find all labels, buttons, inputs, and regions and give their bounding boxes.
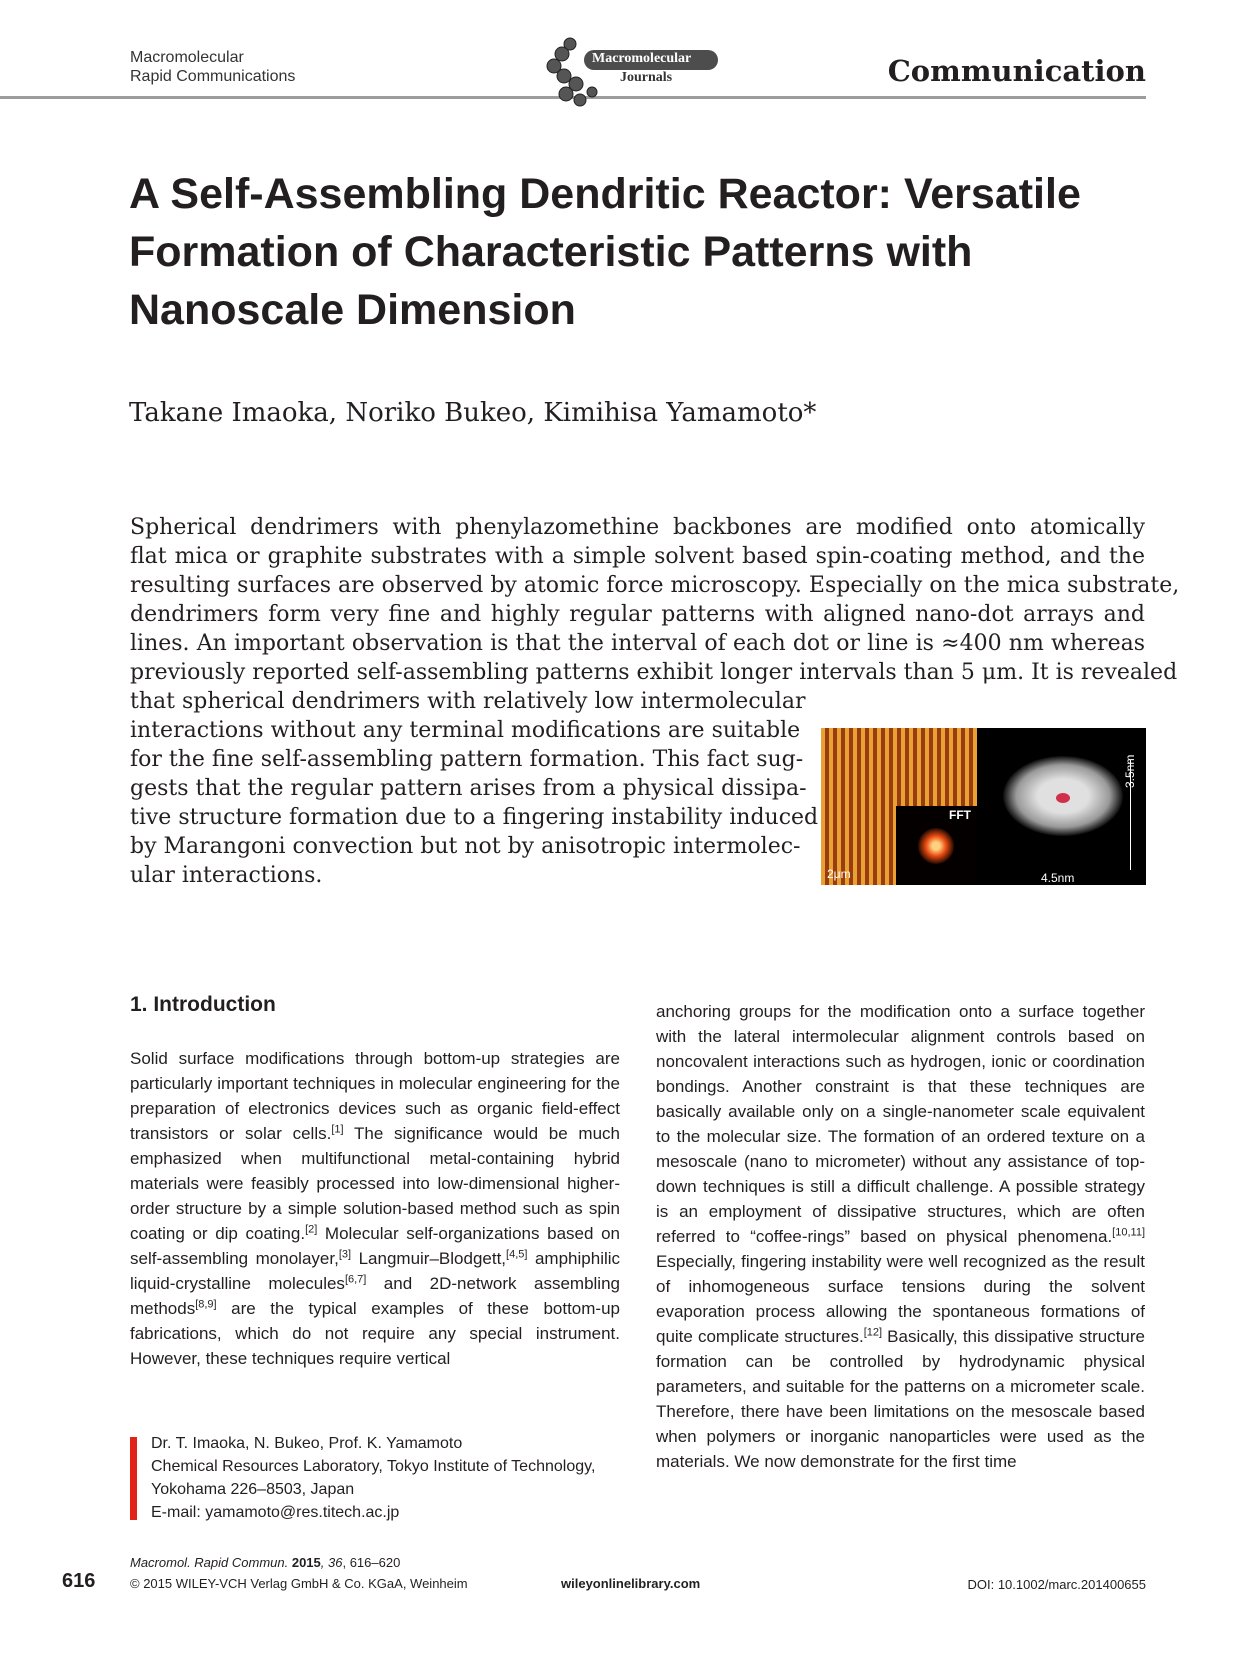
page-number: 616 bbox=[62, 1570, 96, 1592]
citation-year: 2015 bbox=[291, 1555, 321, 1570]
abstract-line: resulting surfaces are observed by atomic force microscopy. Especially on the mica substrate, bbox=[130, 573, 1180, 598]
body-column-left bbox=[130, 1046, 620, 1371]
body-text: Molecular self-organizations based on self-assembling monolayer, bbox=[130, 1224, 620, 1268]
body-text: Langmuir–Blodgett, bbox=[351, 1249, 507, 1268]
body-text: Solid surface modifications through bottom-up strategies are particularly important techniques in molecular engineering for the preparation of electronics devices such as organic field-effect transistors or solar cells. bbox=[130, 1049, 620, 1143]
abstract-line: ular interactions. bbox=[130, 863, 323, 888]
reference-link[interactable]: [8,9] bbox=[195, 1298, 217, 1311]
affiliation-address: Yokohama 226–8503, Japan bbox=[151, 1481, 355, 1498]
body-text: anchoring groups for the modification onto a surface together with the lateral intermolecular alignment controls based on noncovalent interactions such as hydrogen, ionic or coordination bondings. Another constraint is that these techniques are basically available only on a single-nanometer scale equivalent to the molecular size. The formation of an ordered texture on a mesoscale (nano to micrometer) without any assistance of top-down techniques is still a difficult challenge. A possible strategy is an employment of dissipative structures, which are often referred to “coffee-rings” based on physical phenomena. bbox=[656, 1002, 1145, 1246]
journal-name bbox=[130, 48, 295, 86]
abstract-line: by Marangoni convection but not by anisotropic intermolec- bbox=[130, 834, 801, 859]
citation-pages: , 616–620 bbox=[342, 1555, 401, 1570]
section-heading: 1. Introduction bbox=[130, 993, 276, 1016]
reference-link[interactable]: [4,5] bbox=[506, 1248, 528, 1261]
citation-journal: Macromol. Rapid Commun. bbox=[130, 1555, 289, 1570]
affiliation-institution: Chemical Resources Laboratory, Tokyo Institute of Technology, bbox=[151, 1458, 596, 1475]
reference-link[interactable]: [3] bbox=[338, 1248, 352, 1261]
abstract-line: Spherical dendrimers with phenylazomethine backbones are modified onto atomically bbox=[130, 515, 1145, 540]
abstract-line: that spherical dendrimers with relatively low intermolecular bbox=[130, 689, 806, 714]
abstract-line: flat mica or graphite substrates with a simple solvent based spin-coating method, and the bbox=[130, 544, 1145, 569]
abstract-line: dendrimers form very fine and highly regular patterns with aligned nano-dot arrays and bbox=[130, 602, 1145, 627]
body-text: Especially, fingering instability were well recognized as the result of inhomogeneous surface tensions during the solvent evaporation process allowing the spontaneous formations of quite complicate structures. bbox=[656, 1252, 1145, 1346]
journal-name-line2: Rapid Communications bbox=[130, 68, 296, 85]
section-label: Communication bbox=[887, 54, 1146, 88]
reference-link[interactable]: [12] bbox=[863, 1326, 883, 1339]
copyright-notice: © 2015 WILEY-VCH Verlag GmbH & Co. KGaA, Weinheim bbox=[130, 1576, 468, 1591]
affiliation-email[interactable]: E-mail: yamamoto@res.titech.ac.jp bbox=[151, 1504, 400, 1521]
abstract-line: for the fine self-assembling pattern formation. This fact sug- bbox=[130, 747, 804, 772]
abstract-line: tive structure formation due to a fingering instability induced bbox=[130, 805, 819, 830]
dendrimer-model-image bbox=[978, 728, 1146, 885]
body-column-right bbox=[656, 999, 1145, 1474]
abstract-line: previously reported self-assembling patterns exhibit longer intervals than 5 μm. It is revealed bbox=[130, 660, 1178, 685]
reference-link[interactable]: [10,11] bbox=[1112, 1226, 1145, 1239]
affiliation-authors: Dr. T. Imaoka, N. Bukeo, Prof. K. Yamamoto bbox=[151, 1435, 463, 1452]
graphical-abstract-image bbox=[821, 728, 1146, 885]
scale-label-micrometer: 2μm bbox=[827, 867, 851, 881]
abstract-line: gests that the regular pattern arises from a physical dissipa- bbox=[130, 776, 807, 801]
citation-volume: 36 bbox=[328, 1555, 343, 1570]
scale-label-width: 4.5nm bbox=[1041, 871, 1075, 885]
logo-text-line1: Macromolecular bbox=[592, 51, 692, 66]
scale-label-height: 3.5nm bbox=[1123, 754, 1137, 788]
abstract-line: interactions without any terminal modifications are suitable bbox=[130, 718, 801, 743]
fft-label: FFT bbox=[949, 808, 971, 822]
body-text: amphiphilic liquid-crystalline molecules bbox=[130, 1249, 621, 1293]
doi-link[interactable]: DOI: 10.1002/marc.201400655 bbox=[967, 1577, 1146, 1592]
body-text: The significance would be much emphasized when multifunctional metal-containing hybrid materials were feasibly processed into low-dimensional higher-order structure by a simple solution-based method such as spin coating or dip coating. bbox=[130, 1124, 621, 1243]
affiliation-block bbox=[151, 1432, 595, 1524]
journal-logo bbox=[540, 34, 720, 114]
fft-spectrum bbox=[918, 828, 954, 864]
abstract-line: lines. An important observation is that the interval of each dot or line is ≈400 nm whereas bbox=[130, 631, 1145, 656]
journal-name-line1: Macromolecular bbox=[130, 49, 244, 66]
reference-link[interactable]: [6,7] bbox=[344, 1273, 367, 1286]
affiliation-accent-bar bbox=[130, 1437, 137, 1520]
dendrimer-core bbox=[1056, 793, 1070, 803]
website-link[interactable]: wileyonlinelibrary.com bbox=[561, 1576, 701, 1591]
molecule-logo-icon bbox=[540, 34, 600, 114]
body-text: are the typical examples of these bottom-up fabrications, which do not require any special instrument. However, these techniques require vertical bbox=[130, 1299, 620, 1368]
reference-link[interactable]: [2] bbox=[305, 1223, 318, 1236]
author-list: Takane Imaoka, Noriko Bukeo, Kimihisa Yamamoto* bbox=[129, 398, 817, 428]
citation-line: Macromol. Rapid Commun. 2015, 36, 616–620 bbox=[130, 1555, 401, 1570]
body-text: and 2D-network assembling methods bbox=[130, 1274, 620, 1318]
reference-link[interactable]: [1] bbox=[331, 1123, 344, 1136]
logo-text-line2: Journals bbox=[620, 70, 673, 85]
article-title: A Self-Assembling Dendritic Reactor: Versatile Formation of Characteristic Patterns with Nanoscale Dimension bbox=[129, 170, 1081, 334]
body-text: Basically, this dissipative structure formation can be controlled by hydrodynamic physical parameters, and suitable for the patterns on a micrometer scale. Therefore, there have been limitations on the mesoscale based when polymers or inorganic nanoparticles were used as the materials. We now demonstrate for the first time bbox=[656, 1327, 1145, 1471]
